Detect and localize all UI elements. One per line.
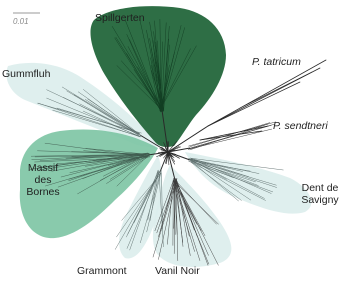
sendtneri-leaf-branch: [191, 124, 274, 148]
label-massif-des-bornes: [22, 162, 64, 198]
sendtneri-leaf-branch: [189, 122, 276, 146]
label-gummfluh: Gummfluh: [2, 68, 51, 80]
scale-bar-label: 0.01: [13, 17, 29, 26]
label-p-sendtneri: P. sendtneri: [273, 120, 328, 132]
p-sendtneri-leaf-branch: [200, 131, 262, 140]
label-p-tatricum: P. tatricum: [252, 56, 301, 68]
p-sendtneri-leaf-branch: [200, 126, 268, 140]
label-dent-de-savigny: [300, 182, 340, 206]
label-grammont: Grammont: [77, 265, 127, 277]
label-bornes-line: Bornes: [26, 186, 60, 198]
sendtneri-leaf-branch: [188, 129, 272, 149]
label-dent-de-line: Dent de: [301, 182, 339, 194]
p-tatricum-leaf-branch: [208, 60, 326, 126]
p-tatricum-leaf-branch: [240, 72, 312, 108]
label-spillgerten: Spillgerten: [95, 12, 145, 24]
label-vanil-noir: Vanil Noir: [155, 265, 200, 277]
label-massif-line: Massif: [27, 162, 59, 174]
label-savigny-line: Savigny: [301, 194, 339, 206]
sendtneri-leaf-branch: [188, 125, 271, 149]
label-des-line: des: [34, 174, 52, 186]
